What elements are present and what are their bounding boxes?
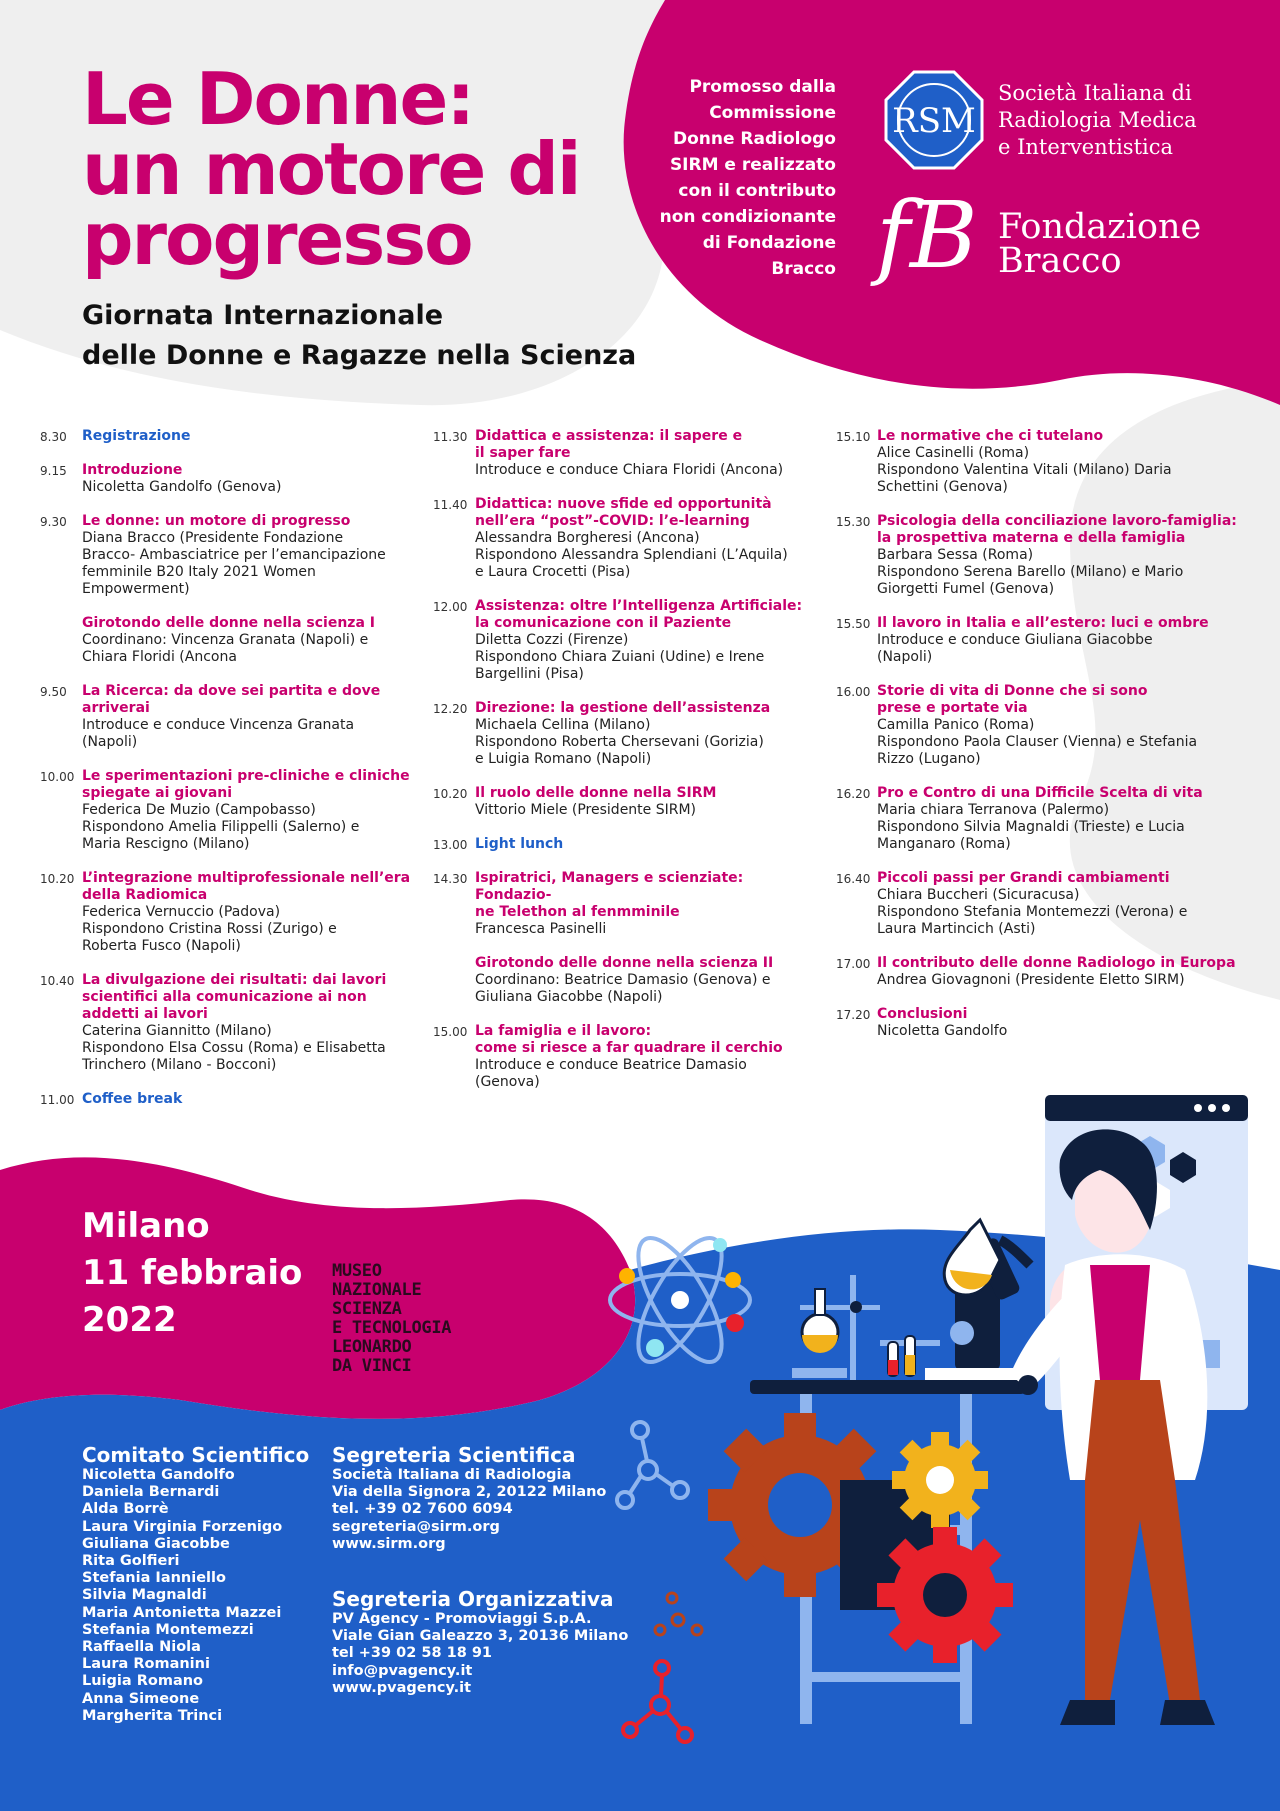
program-item bbox=[836, 785, 1246, 853]
program-title: Introduzione bbox=[82, 462, 183, 478]
program-title: Girotondo delle donne nella scienza II bbox=[475, 955, 774, 971]
program-speakers: Rispondono Chiara Zuiani (Udine) e Irene Bargellini (Pisa) bbox=[475, 649, 765, 682]
program-speakers: Chiara Buccheri (Sicuracusa) bbox=[877, 887, 1080, 903]
title-line: progresso bbox=[82, 197, 472, 281]
promo-text bbox=[630, 74, 836, 282]
subtitle-line: delle Donne e Ragazze nella Scienza bbox=[82, 340, 637, 371]
comitato-member: Silvia Magnaldi bbox=[82, 1587, 207, 1604]
program-item bbox=[40, 513, 420, 598]
program-time: 16.00 bbox=[836, 685, 871, 699]
museum-line: MUSEO bbox=[332, 1261, 382, 1281]
program-item bbox=[433, 428, 823, 479]
program-time: 11.30 bbox=[433, 430, 468, 444]
program-speakers: Diletta Cozzi (Firenze) bbox=[475, 632, 629, 648]
program-title: Assistenza: oltre l’Intelligenza Artificiale: la comunicazione con il Paziente bbox=[475, 598, 803, 631]
segreteria-scientifica-line: Società Italiana di Radiologia bbox=[332, 1467, 572, 1483]
program-speakers: Rispondono Stefania Montemezzi (Verona) e Laura Martincich (Asti) bbox=[877, 904, 1188, 937]
program-time: 9.15 bbox=[40, 464, 67, 478]
program-title: Coffee break bbox=[82, 1091, 183, 1107]
sirm-name-line: Radiologia Medica bbox=[998, 108, 1197, 132]
program-title: Le sperimentazioni pre-cliniche e cliniche spiegate ai giovani bbox=[82, 768, 410, 801]
fondazione-bracco-logo-icon: fB bbox=[876, 182, 978, 289]
program-title: La Ricerca: da dove sei partita e dove arriverai bbox=[82, 683, 381, 716]
promo-line: non condizionante bbox=[659, 207, 836, 227]
program-title: Registrazione bbox=[82, 428, 191, 444]
program-time: 10.00 bbox=[40, 770, 75, 784]
program-speakers: Introduce e conduce Vincenza Granata (Napoli) bbox=[82, 717, 355, 750]
program-item bbox=[40, 972, 420, 1074]
segreteria-organizzativa-line: Viale Gian Galeazzo 3, 20136 Milano bbox=[332, 1628, 629, 1645]
segreteria-scientifica-website[interactable]: www.sirm.org bbox=[332, 1535, 446, 1552]
museum-line: NAZIONALE bbox=[332, 1280, 422, 1300]
program-speakers: Coordinano: Beatrice Damasio (Genova) e Giuliana Giacobbe (Napoli) bbox=[475, 972, 771, 1005]
comitato-member: Anna Simeone bbox=[82, 1690, 200, 1707]
program-title: Light lunch bbox=[475, 836, 564, 852]
program-title: Piccoli passi per Grandi cambiamenti bbox=[877, 870, 1170, 886]
program-time: 10.20 bbox=[433, 787, 468, 801]
program-item bbox=[433, 1023, 823, 1091]
sirm-name-line: Società Italiana di bbox=[998, 81, 1192, 105]
program-title: Didattica e assistenza: il sapere e il saper fare bbox=[475, 428, 743, 461]
program-column-2 bbox=[433, 428, 823, 1108]
program-item bbox=[433, 785, 823, 819]
program-time: 9.50 bbox=[40, 685, 67, 699]
program-time: 15.30 bbox=[836, 515, 871, 529]
segreteria-scientifica-phone: tel. +39 02 7600 6094 bbox=[332, 1501, 513, 1518]
program-speakers: Francesca Pasinelli bbox=[475, 921, 607, 937]
program-title: Didattica: nuove sfide ed opportunità nell’era “post”-COVID: l’e-learning bbox=[475, 496, 772, 529]
program-item bbox=[836, 1006, 1246, 1040]
comitato-member: Laura Virginia Forzenigo bbox=[82, 1518, 283, 1535]
program-speakers: Barbara Sessa (Roma) bbox=[877, 547, 1034, 563]
comitato-member: Stefania Ianniello bbox=[82, 1570, 226, 1587]
program-speakers: Maria chiara Terranova (Palermo) bbox=[877, 802, 1110, 818]
program-item bbox=[40, 768, 420, 853]
program-title: Le donne: un motore di progresso bbox=[82, 513, 351, 529]
segreteria-scientifica bbox=[332, 1443, 606, 1553]
comitato-member: Luigia Romano bbox=[82, 1673, 204, 1690]
segreteria-organizzativa-heading: Segreteria Organizzativa bbox=[332, 1587, 614, 1611]
program-title: Ispiratrici, Managers e scienziate: Fondazio- ne Telethon al fenmminile bbox=[475, 870, 744, 920]
sirm-name bbox=[998, 80, 1197, 161]
program-speakers: Rispondono Valentina Vitali (Milano) Daria Schettini (Genova) bbox=[877, 462, 1172, 495]
comitato-member: Nicoletta Gandolfo bbox=[82, 1467, 235, 1483]
program-speakers: Rispondono Serena Barello (Milano) e Mario Giorgetti Fumel (Genova) bbox=[877, 564, 1184, 597]
program-speakers: Rispondono Cristina Rossi (Zurigo) e Roberta Fusco (Napoli) bbox=[82, 921, 337, 954]
program-time: 13.00 bbox=[433, 838, 468, 852]
program-speakers: Federica Vernuccio (Padova) bbox=[82, 904, 281, 920]
segreteria-organizzativa-phone: tel +39 02 58 18 91 bbox=[332, 1645, 493, 1662]
program-time: 17.20 bbox=[836, 1008, 871, 1022]
program-item bbox=[40, 683, 420, 751]
comitato-member: Daniela Bernardi bbox=[82, 1484, 220, 1501]
program-speakers: Alice Casinelli (Roma) bbox=[877, 445, 1030, 461]
program-speakers: Rispondono Paola Clauser (Vienna) e Stefania Rizzo (Lugano) bbox=[877, 734, 1198, 767]
year: 2022 bbox=[82, 1300, 177, 1340]
program-title: Direzione: la gestione dell’assistenza bbox=[475, 700, 771, 716]
program-item bbox=[836, 428, 1246, 496]
program-title: Storie di vita di Donne che si sono prese e portate via bbox=[877, 683, 1148, 716]
museum-logo bbox=[332, 1262, 451, 1376]
museum-line: SCIENZA bbox=[332, 1299, 402, 1319]
comitato-member: Stefania Montemezzi bbox=[82, 1621, 254, 1638]
program-time: 16.20 bbox=[836, 787, 871, 801]
program-item bbox=[433, 598, 823, 683]
program-item bbox=[40, 615, 420, 666]
program-time: 11.00 bbox=[40, 1093, 75, 1107]
segreteria-scientifica-line: Via della Signora 2, 20122 Milano bbox=[332, 1484, 607, 1501]
event-subtitle bbox=[82, 296, 636, 376]
program-speakers: Introduce e conduce Chiara Floridi (Ancona) bbox=[475, 462, 784, 478]
promo-line: Commissione bbox=[709, 103, 836, 123]
program-speakers: Caterina Giannitto (Milano) bbox=[82, 1023, 272, 1039]
comitato-member: Rita Golfieri bbox=[82, 1553, 180, 1570]
program-speakers: Introduce e conduce Giuliana Giacobbe (Napoli) bbox=[877, 632, 1153, 665]
comitato-scientifico bbox=[82, 1443, 309, 1725]
promo-line: con il contributo bbox=[678, 181, 836, 201]
sirm-logo-icon bbox=[884, 70, 984, 170]
program-time: 11.40 bbox=[433, 498, 468, 512]
museum-line: LEONARDO bbox=[332, 1337, 412, 1357]
program-title: La famiglia e il lavoro: come si riesce a far quadrare il cerchio bbox=[475, 1023, 783, 1056]
event-title bbox=[82, 57, 580, 281]
program-column-1 bbox=[40, 428, 420, 1125]
program-speakers: Rispondono Amelia Filippelli (Salerno) e Maria Rescigno (Milano) bbox=[82, 819, 360, 852]
program-item bbox=[433, 836, 823, 853]
museum-line: DA VINCI bbox=[332, 1356, 412, 1376]
promo-line: Bracco bbox=[771, 259, 836, 279]
program-speakers: Introduce e conduce Beatrice Damasio (Genova) bbox=[475, 1057, 747, 1090]
program-speakers: Andrea Giovagnoni (Presidente Eletto SIRM) bbox=[877, 972, 1185, 988]
sirm-logo-letters: RSM bbox=[892, 101, 976, 141]
segreteria-organizzativa-website[interactable]: www.pvagency.it bbox=[332, 1679, 472, 1696]
fb-name-line: Bracco bbox=[998, 241, 1122, 281]
program-title: L’integrazione multiprofessionale nell’era della Radiomica bbox=[82, 870, 411, 903]
comitato-heading: Comitato Scientifico bbox=[82, 1443, 310, 1467]
program-item bbox=[433, 870, 823, 938]
program-title: Il lavoro in Italia e all’estero: luci e ombre bbox=[877, 615, 1209, 631]
program-item bbox=[40, 870, 420, 955]
program-time: 12.20 bbox=[433, 702, 468, 716]
comitato-member: Maria Antonietta Mazzei bbox=[82, 1604, 282, 1621]
program-speakers: Rispondono Roberta Chersevani (Gorizia) e Luigia Romano (Napoli) bbox=[475, 734, 764, 767]
program-item bbox=[433, 700, 823, 768]
program-title: La divulgazione dei risultati: dai lavori scientifici alla comunicazione ai non addetti ai lavori bbox=[82, 972, 387, 1022]
program-time: 15.50 bbox=[836, 617, 871, 631]
title-line: Le Donne: bbox=[82, 57, 474, 141]
comitato-member: Margherita Trinci bbox=[82, 1707, 223, 1724]
program-title: Conclusioni bbox=[877, 1006, 968, 1022]
segreteria-organizzativa-email[interactable]: info@pvagency.it bbox=[332, 1662, 473, 1679]
program-speakers: Rispondono Elsa Cossu (Roma) e Elisabetta Trinchero (Milano - Bocconi) bbox=[82, 1040, 386, 1073]
program-title: Le normative che ci tutelano bbox=[877, 428, 1104, 444]
fondazione-bracco-name bbox=[998, 207, 1202, 281]
program-time: 10.40 bbox=[40, 974, 75, 988]
program-speakers: Rispondono Silvia Magnaldi (Trieste) e Lucia Manganaro (Roma) bbox=[877, 819, 1185, 852]
program-speakers: Vittorio Miele (Presidente SIRM) bbox=[475, 802, 697, 818]
promo-line: Donne Radiologo bbox=[672, 129, 836, 149]
comitato-member: Laura Romanini bbox=[82, 1656, 210, 1673]
promo-line: SIRM e realizzato bbox=[669, 155, 836, 175]
comitato-member: Raffaella Niola bbox=[82, 1639, 201, 1656]
program-time: 15.00 bbox=[433, 1025, 468, 1039]
program-speakers: Alessandra Borgheresi (Ancona) bbox=[475, 530, 700, 546]
program-item bbox=[433, 496, 823, 581]
program-speakers: Nicoletta Gandolfo (Genova) bbox=[82, 479, 282, 495]
program-time: 15.10 bbox=[836, 430, 871, 444]
program-title: Il ruolo delle donne nella SIRM bbox=[475, 785, 717, 801]
program-speakers: Michaela Cellina (Milano) bbox=[475, 717, 651, 733]
fb-name-line: Fondazione bbox=[998, 207, 1202, 247]
event-location-date bbox=[82, 1203, 302, 1344]
segreteria-organizzativa bbox=[332, 1587, 628, 1697]
program-speakers: Camilla Panico (Roma) bbox=[877, 717, 1035, 733]
program-item bbox=[40, 1091, 420, 1108]
sirm-name-line: e Interventistica bbox=[998, 135, 1174, 159]
program-speakers: Diana Bracco (Presidente Fondazione Bracco- Ambasciatrice per l’emancipazione femminile B20 Italy 2021 Women Empowerment) bbox=[82, 530, 386, 597]
program-speakers: Rispondono Alessandra Splendiani (L’Aquila) e Laura Crocetti (Pisa) bbox=[475, 547, 788, 580]
program-time: 17.00 bbox=[836, 957, 871, 971]
segreteria-scientifica-heading: Segreteria Scientifica bbox=[332, 1443, 576, 1467]
program-item bbox=[433, 955, 823, 1006]
program-speakers: Coordinano: Vincenza Granata (Napoli) e Chiara Floridi (Ancona bbox=[82, 632, 369, 665]
program-item bbox=[836, 683, 1246, 768]
program-item bbox=[836, 870, 1246, 938]
program-time: 12.00 bbox=[433, 600, 468, 614]
program-time: 10.20 bbox=[40, 872, 75, 886]
segreteria-scientifica-email[interactable]: segreteria@sirm.org bbox=[332, 1518, 500, 1535]
program-title: Girotondo delle donne nella scienza I bbox=[82, 615, 375, 631]
subtitle-line: Giornata Internazionale bbox=[82, 300, 444, 331]
comitato-member: Alda Borrè bbox=[82, 1501, 169, 1518]
comitato-members bbox=[82, 1467, 309, 1725]
program-column-3 bbox=[836, 428, 1246, 1057]
program-time: 9.30 bbox=[40, 515, 67, 529]
program-item bbox=[836, 615, 1246, 666]
program-item bbox=[836, 513, 1246, 598]
city: Milano bbox=[82, 1206, 210, 1246]
program-time: 14.30 bbox=[433, 872, 468, 886]
title-line: un motore di bbox=[82, 127, 580, 211]
promo-line: di Fondazione bbox=[702, 233, 836, 253]
program-title: Psicologia della conciliazione lavoro-famiglia: la prospettiva materna e della famiglia bbox=[877, 513, 1237, 546]
program-title: Il contributo delle donne Radiologo in Europa bbox=[877, 955, 1236, 971]
comitato-member: Giuliana Giacobbe bbox=[82, 1535, 230, 1552]
program-title: Pro e Contro di una Difficile Scelta di vita bbox=[877, 785, 1203, 801]
promo-line: Promosso dalla bbox=[689, 77, 836, 97]
program-speakers: Nicoletta Gandolfo bbox=[877, 1023, 1008, 1039]
program-item bbox=[40, 462, 420, 496]
program-speakers: Federica De Muzio (Campobasso) bbox=[82, 802, 316, 818]
date: 11 febbraio bbox=[82, 1253, 303, 1293]
museum-line: E TECNOLOGIA bbox=[332, 1318, 452, 1338]
program-item bbox=[40, 428, 420, 445]
program-time: 16.40 bbox=[836, 872, 871, 886]
program-item bbox=[836, 955, 1246, 989]
program-time: 8.30 bbox=[40, 430, 67, 444]
segreteria-organizzativa-line: PV Agency - Promoviaggi S.p.A. bbox=[332, 1611, 592, 1627]
